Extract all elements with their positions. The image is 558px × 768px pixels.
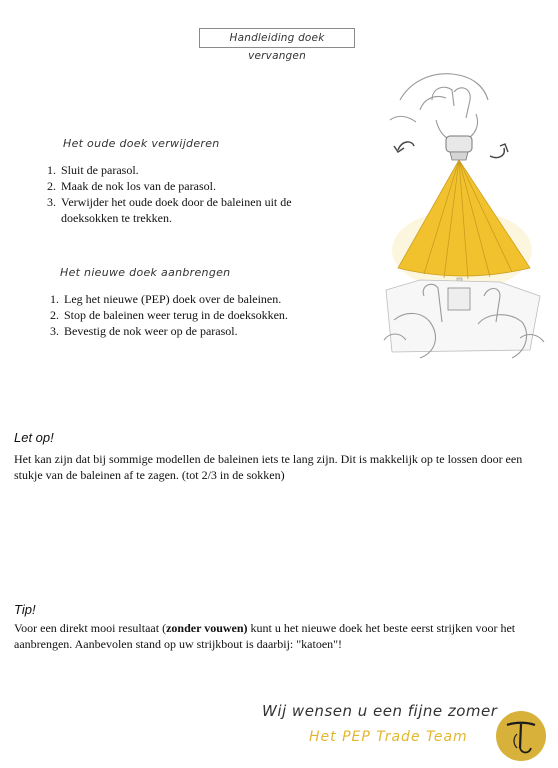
- tip-text: Voor een direkt mooi resultaat (zonder vouwen) kunt u het nieuwe doek het beste eerst strijken voor het aanbrengen. Aanbevolen stand op uw strijkbout is daarbij: "katoen"!: [14, 621, 516, 651]
- list-item: 2. Maak de nok los van de parasol.: [47, 179, 216, 193]
- note-heading: Let op!: [14, 430, 54, 445]
- team-name: Het PEP Trade Team: [309, 729, 468, 745]
- spring-shape: [450, 152, 468, 160]
- umbrella-hands-illustration: [380, 60, 550, 365]
- arrow-left-icon: [398, 142, 414, 150]
- list-item: 1. Leg het nieuwe (PEP) doek over de baleinen.: [50, 292, 282, 306]
- closing-wish: Wij wensen u een fijne zomer: [262, 702, 498, 720]
- arrow-right-icon: [490, 148, 504, 158]
- section-remove-heading: Het oude doek verwijderen: [63, 137, 220, 150]
- section-remove-steps: [47, 162, 337, 226]
- note-text: Het kan zijn dat bij sommige modellen de baleinen iets te lang zijn. Dit is makkelijk op te lossen door een stukje van de baleinen af te zagen. (tot 2/3 in de sokken): [14, 452, 523, 482]
- nok-shape: [446, 136, 472, 152]
- nok-bottom-shape: [448, 288, 470, 310]
- pep-logo-icon: [495, 710, 547, 762]
- document-title: Handleiding doek vervangen: [199, 28, 355, 48]
- section-install-heading: Het nieuwe doek aanbrengen: [60, 266, 231, 279]
- list-item: 1. Sluit de parasol.: [47, 163, 139, 177]
- list-item: 3. Verwijder het oude doek door de baleinen uit de doeksokken te trekken.: [47, 195, 292, 225]
- section-install-steps: [50, 291, 350, 339]
- hand-top-icon: [390, 74, 488, 141]
- list-item: 2. Stop de baleinen weer terug in de doeksokken.: [50, 308, 288, 322]
- tip-heading: Tip!: [14, 602, 36, 617]
- tip-bold-text: zonder vouwen): [166, 621, 248, 635]
- list-item: 3. Bevestig de nok weer op de parasol.: [50, 324, 238, 338]
